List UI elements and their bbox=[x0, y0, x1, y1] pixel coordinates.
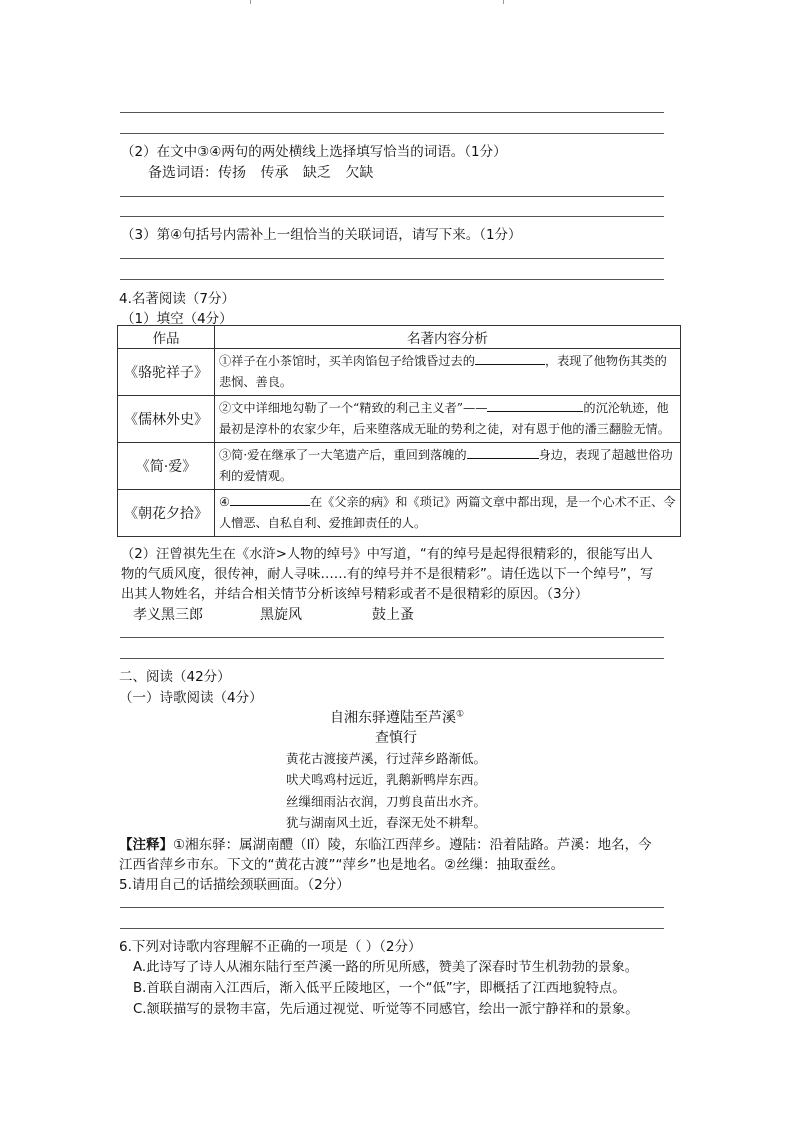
answer-line[interactable] bbox=[120, 133, 664, 134]
work-name: 《简·爱》 bbox=[118, 443, 215, 490]
fill-blank[interactable] bbox=[487, 411, 583, 412]
answer-line[interactable] bbox=[120, 928, 664, 929]
fill-blank[interactable] bbox=[230, 505, 310, 506]
table-header-row bbox=[118, 326, 681, 349]
poem-notes-line1: 【注释】①湘东驿：属湖南醴（lǐ）陵，东临江西萍乡。遵陆：沿着陆路。芦溪：地名，今 bbox=[119, 837, 652, 853]
work-name: 《儒林外史》 bbox=[118, 396, 215, 443]
option-word: 传扬 bbox=[218, 165, 246, 181]
option-word: 欠缺 bbox=[345, 165, 374, 181]
poem-line: 丝缫细雨沾衣润，刀剪良苗出水齐。 bbox=[286, 794, 487, 809]
answer-line[interactable] bbox=[120, 112, 664, 113]
q5-prompt: 5.请用自己的话描绘颈联画面。（2分） bbox=[119, 877, 350, 893]
section2-sub1: （一）诗歌阅读（4分） bbox=[119, 690, 263, 706]
work-name: 《朝花夕拾》 bbox=[118, 490, 215, 537]
q6-option-a[interactable]: A.此诗写了诗人从湘东陆行至芦溪一路的所见所感，赞美了深春时节生机勃勃的景象。 bbox=[133, 960, 639, 975]
answer-line[interactable] bbox=[120, 196, 664, 197]
q3-sub2-options bbox=[148, 162, 373, 182]
poem-notes-line2: 江西省萍乡市东。下文的“黄花古渡”“萍乡”也是地名。②丝缫：抽取蚕丝。 bbox=[119, 857, 565, 873]
q4-title: 4.名著阅读（7分） bbox=[119, 291, 235, 307]
nickname-option: 黑旋风 bbox=[260, 607, 302, 623]
work-analysis: ③简·爱在继承了一大笔遗产后，重回到落魄的 身边，表现了超越世俗功利的爱情观。 bbox=[215, 443, 681, 490]
q6-stem: 6.下列对诗歌内容理解不正确的一项是（ ）（2分） bbox=[119, 939, 422, 955]
section2-title: 二、阅读（42分） bbox=[119, 669, 231, 685]
work-analysis: ②文中详细地勾勒了一个“精致的利己主义者”—— 的沉沦轨迹，他最初是淳朴的农家少年，后来堕落成无耻的势利之徒，对有恩于他的潘三翻脸无情。 bbox=[215, 396, 681, 443]
option-word: 传承 bbox=[260, 165, 289, 181]
table-row bbox=[118, 490, 681, 537]
options-label: 备选词语： bbox=[148, 165, 218, 181]
poem-line: 黄花古渡接芦溪，行过萍乡路渐低。 bbox=[286, 751, 487, 766]
table-row bbox=[118, 443, 681, 490]
option-word: 缺乏 bbox=[302, 165, 331, 181]
fill-blank[interactable] bbox=[475, 364, 545, 365]
table-header-analysis: 名著内容分析 bbox=[215, 326, 681, 349]
answer-line[interactable] bbox=[120, 907, 664, 908]
table-row bbox=[118, 349, 681, 396]
q4-sub2-line2: 物的气质风度，很传神，耐人寻味……有的绰号并不是很精彩”。请任选以下一个绰号”，写 bbox=[121, 567, 654, 582]
poem-line: 吠犬鸣鸡村远近，乳鹅新鸭岸东西。 bbox=[286, 772, 487, 787]
footnote-marker: ① bbox=[456, 709, 465, 720]
work-analysis: ④ 在《父亲的病》和《琐记》两篇文章中都出现，是一个心术不正、令人憎恶、自私自利、爱推卸责任的人。 bbox=[215, 490, 681, 537]
q3-sub3-prompt: （3）第④句括号内需补上一组恰当的关联词语，请写下来。（1分） bbox=[121, 227, 522, 243]
answer-line[interactable] bbox=[120, 258, 664, 259]
nickname-option: 孝义黑三郎 bbox=[133, 607, 203, 623]
nickname-option: 鼓上蚤 bbox=[372, 607, 414, 623]
table-header-work: 作品 bbox=[118, 326, 215, 349]
q4-sub1: （1）填空（4分） bbox=[121, 311, 233, 327]
work-analysis: ①祥子在小茶馆时，买羊肉馅包子给饿昏过去的 ，表现了他物伤其类的悲悯、善良。 bbox=[215, 349, 681, 396]
answer-line[interactable] bbox=[120, 279, 664, 280]
ruler-tick bbox=[250, 0, 251, 4]
q6-option-b[interactable]: B.首联自湖南入江西后，渐入低平丘陵地区，一个“低”字，即概括了江西地貌特点。 bbox=[133, 981, 626, 996]
q4-sub2-line1: （2）汪曾祺先生在《水浒>人物的绰号》中写道，“有的绰号是起得很精彩的，很能写出人 bbox=[121, 547, 653, 562]
works-table bbox=[117, 325, 681, 537]
answer-line[interactable] bbox=[120, 216, 664, 217]
table-row bbox=[118, 396, 681, 443]
poem-author: 查慎行 bbox=[375, 730, 417, 746]
q4-sub2-line3: 出其人物姓名，并结合相关情节分析该绰号精彩或者不是很精彩的原因。（3分） bbox=[121, 587, 589, 602]
answer-line[interactable] bbox=[120, 658, 664, 659]
poem-line: 犹与湖南风土近，春深无处不耕犁。 bbox=[286, 815, 487, 830]
notes-label: 【注释】 bbox=[119, 837, 173, 853]
q3-sub2-prompt: （2）在文中③④两句的两处横线上选择填写恰当的词语。（1分） bbox=[121, 144, 507, 160]
work-name: 《骆驼祥子》 bbox=[118, 349, 215, 396]
q6-option-c[interactable]: C.颔联描写的景物丰富，先后通过视觉、听觉等不同感官，绘出一派宁静祥和的景象。 bbox=[133, 1002, 639, 1017]
poem-title: 自湘东驿遵陆至芦溪① bbox=[330, 709, 465, 726]
answer-line[interactable] bbox=[120, 637, 664, 638]
fill-blank[interactable] bbox=[467, 458, 539, 459]
ruler-tick bbox=[503, 0, 504, 4]
